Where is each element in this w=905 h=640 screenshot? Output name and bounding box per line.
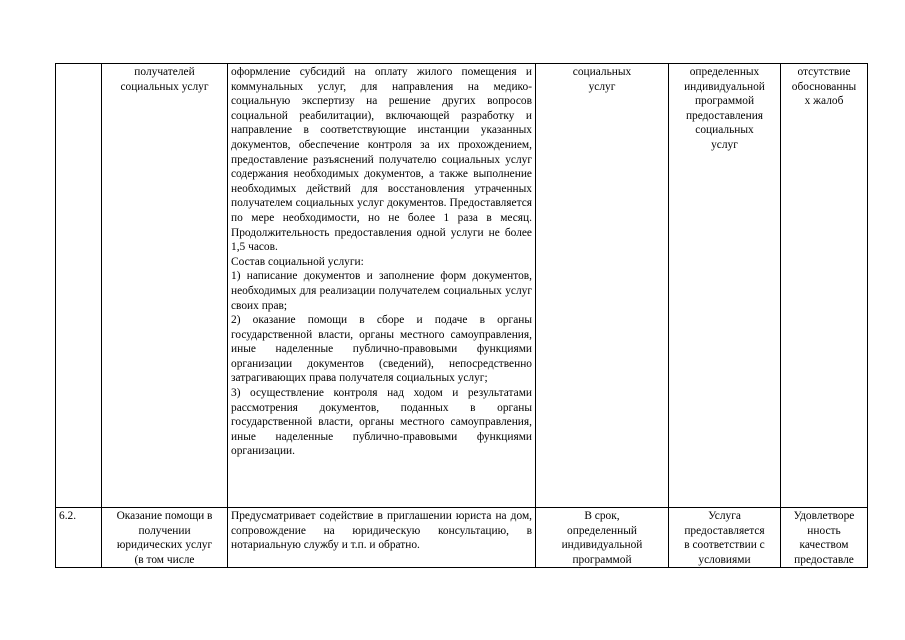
description-paragraph: 1) написание документов и заполнение форм документов, необходимых для реализации получателем социальных услуг своих прав; [231, 270, 532, 312]
service-indicators-cell [781, 64, 868, 508]
description-paragraph: Состав социальной услуги: [231, 255, 364, 268]
term-line: программой [572, 553, 632, 566]
term-line: индивидуальной [561, 539, 643, 552]
service-name-cell [102, 508, 228, 568]
services-table [55, 63, 868, 568]
indicators-line: качеством [799, 539, 849, 552]
term-line: В срок, [584, 510, 620, 522]
indicators-line: предоставле [794, 553, 854, 566]
service-indicators-cell [781, 508, 868, 568]
indicators-line: отсутствие [797, 66, 851, 78]
service-conditions-cell [669, 508, 781, 568]
service-name-line: получении [138, 524, 191, 537]
conditions-line: предоставления [685, 109, 764, 122]
service-conditions-cell [669, 64, 781, 508]
conditions-line: Услуга [708, 510, 741, 522]
conditions-line: программой [694, 95, 755, 108]
term-line: социальных [572, 66, 632, 78]
conditions-line: индивидуальной [684, 80, 765, 93]
row-number-cell [56, 64, 102, 508]
conditions-line: предоставляется [684, 524, 765, 537]
service-name-line: получателей [134, 66, 195, 78]
indicators-line: нность [807, 524, 841, 537]
conditions-line: услуг [711, 138, 738, 151]
service-name-line: социальных услуг [120, 80, 209, 93]
service-name-line: (в том числе [134, 553, 195, 566]
indicators-line: х жалоб [804, 95, 844, 108]
table-row [56, 508, 868, 568]
service-name-line: Оказание помощи в [116, 510, 213, 522]
description-paragraph: 2) оказание помощи в сборе и подаче в органы государственной власти, органы местного самоуправления, иные наделенные публично-правовыми функциями организации документов (сведений), непосредственно затрагивающих права получателя социальных услуг; [231, 314, 532, 385]
term-line: услуг [588, 80, 616, 93]
conditions-line: условиями [698, 553, 751, 566]
description-paragraph: Предусматривает содействие в приглашении юриста на дом, сопровождение на юридическую консультацию, в нотариальную службу и т.п. и обратно. [231, 510, 532, 552]
service-name-cell [102, 64, 228, 508]
service-description-cell [228, 508, 536, 568]
term-line: определенный [567, 524, 637, 537]
description-paragraph: 3) осуществление контроля над ходом и результатами рассмотрения документов, поданных в органы государственной власти, органы местного самоуправления, иные наделенные публично-правовыми функциями организации. [231, 387, 532, 458]
service-description-cell [228, 64, 536, 508]
service-term-cell [536, 508, 669, 568]
service-term-cell [536, 64, 669, 508]
conditions-line: в соответствии с [684, 539, 765, 552]
indicators-line: Удовлетворе [793, 510, 855, 522]
description-paragraph: оформление субсидий на оплату жилого помещения и коммунальных услуг, для направления на медико-социальную экспертизу на решение других вопросов социальной реабилитации), включающей разработку и направление в соответствующие инстанции указанных документов, обеспечение контроля за их прохождением, предоставление разъяснений получателю социальных услуг содержания необходимых документов, а также выполнение необходимых действий для восстановления утраченных получателем социальных услуг документов. Предоставляется по мере необходимости, но не более 1 раза в месяц. Продолжительность предоставления одной услуги не более 1,5 часов. [231, 66, 532, 254]
row-number: 6.2. [59, 510, 77, 522]
service-name-line: юридических услуг [116, 539, 213, 552]
row-number-cell [56, 508, 102, 568]
conditions-line: социальных [695, 124, 754, 137]
table-row [56, 64, 868, 508]
indicators-line: обоснованны [791, 80, 857, 93]
conditions-line: определенных [689, 66, 760, 78]
